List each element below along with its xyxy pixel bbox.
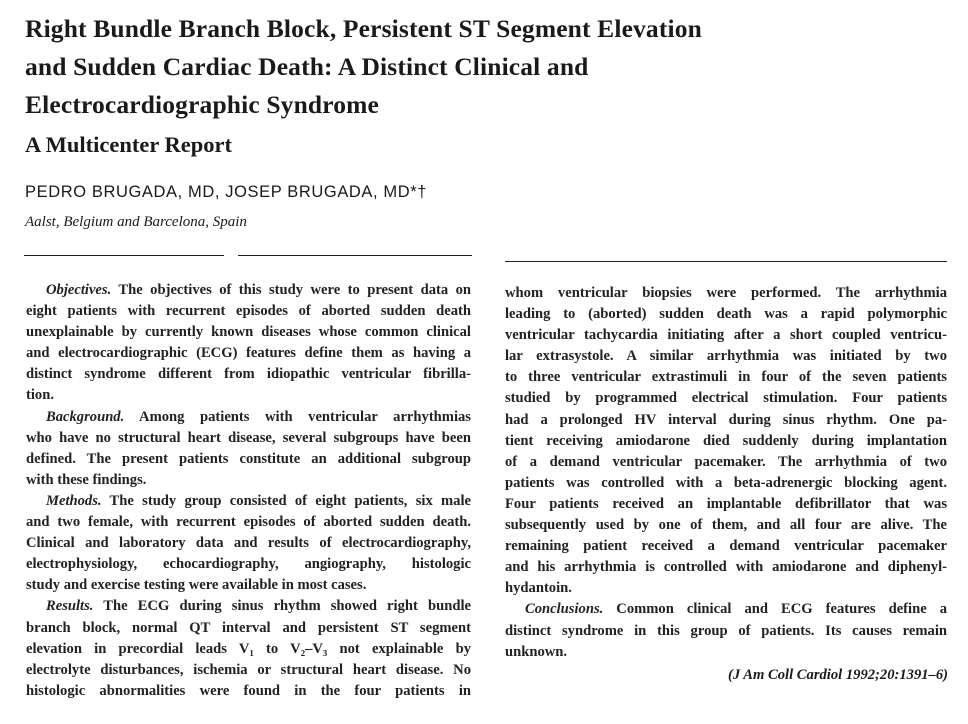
paragraph-line: lar extrasystole. A similar arrhythmia was initiated by two (505, 348, 947, 365)
paragraph-line: and two female, with recurrent episodes of aborted sudden death. (26, 514, 471, 531)
paragraph-line: tion. (26, 387, 54, 404)
paragraph-line: of a demand ventricular pacemaker. The arrhythmia of two (505, 453, 947, 470)
author-list: PEDRO BRUGADA, MD, JOSEP BRUGADA, MD*† (25, 183, 428, 201)
background-heading: Background. (46, 408, 125, 425)
paragraph-line: leading to (aborted) sudden death was a rapid polymorphic (505, 306, 947, 323)
paragraph-line: electrolyte disturbances, ischemia or structural heart disease. No (26, 661, 471, 678)
methods-heading: Methods. (46, 492, 102, 509)
divider-left-b (238, 255, 472, 256)
results-heading: Results. (46, 598, 94, 615)
results-continued-paragraph (505, 283, 947, 599)
paragraph-line: defined. The present patients constitute an additional subgroup (26, 450, 471, 467)
paragraph-line: distinct syndrome in this group of patients. Its causes remain (505, 622, 947, 639)
paragraph-line: to three ventricular extrastimuli in four of the seven patients (505, 369, 947, 386)
paragraph-line: studied by programmed electrical stimulation. Four patients (505, 390, 947, 407)
paragraph-line: electrophysiology, echocardiography, angiography, histologic (26, 556, 471, 573)
paragraph-line: ventricular tachycardia initiating after a short coupled ventricu- (505, 327, 947, 344)
paragraph-line: and electrocardiographic (ECG) features define them as having a (26, 345, 471, 362)
title-line: Right Bundle Branch Block, Persistent ST Segment Elevation (25, 14, 702, 43)
paragraph-line: branch block, normal QT interval and persistent ST segment (26, 619, 471, 636)
paragraph-line: unexplainable by currently known diseases whose common clinical (26, 324, 471, 341)
paragraph-line: Four patients received an implantable defibrillator that was (505, 495, 947, 512)
paragraph-line: remaining patient received a demand ventricular pacemaker (505, 538, 947, 555)
divider-right (505, 261, 947, 262)
paragraph-line: Among patients with ventricular arrhythmias (124, 408, 471, 425)
paragraph-line: histologic abnormalities were found in the four patients in (26, 682, 471, 699)
paragraph-line: study and exercise testing were available in most cases. (26, 577, 367, 594)
results-paragraph (26, 596, 471, 701)
paragraph-line: hydantoin. (505, 580, 572, 597)
affiliation: Aalst, Belgium and Barcelona, Spain (25, 214, 247, 230)
abstract-right-column (505, 283, 947, 663)
paragraph-line: patients was controlled with a beta-adrenergic blocking agent. (505, 474, 947, 491)
divider-left-a (24, 255, 224, 256)
methods-paragraph (26, 491, 471, 596)
title-line: and Sudden Cardiac Death: A Distinct Clinical and (25, 52, 589, 81)
paragraph-line: unknown. (505, 643, 568, 660)
paragraph-line: whom ventricular biopsies were performed. The arrhythmia (505, 285, 947, 301)
title-line: Electrocardiographic Syndrome (25, 90, 380, 119)
article-title (25, 10, 925, 124)
paragraph-line: had a prolonged HV interval during sinus rhythm. One pa- (505, 411, 947, 428)
paragraph-line: with these findings. (26, 471, 147, 488)
paragraph-line: and his arrhythmia is controlled with amiodarone and diphenyl- (505, 559, 947, 576)
journal-citation: (J Am Coll Cardiol 1992;20:1391–6) (728, 667, 948, 683)
paragraph-line: distinct syndrome different from idiopathic ventricular fibrilla- (26, 366, 471, 383)
paragraph-line: Common clinical and ECG features define a (603, 601, 947, 618)
objectives-paragraph (26, 280, 471, 407)
objectives-heading: Objectives. (46, 282, 112, 298)
abstract-left-column (26, 280, 471, 702)
paragraph-line: elevation in precordial leads V₁ to V₂–V₃ not explainable by (26, 640, 471, 657)
background-paragraph (26, 407, 471, 491)
paragraph-line: Clinical and laboratory data and results of electrocardiography, (26, 535, 471, 552)
paragraph-line: The ECG during sinus rhythm showed right bundle (93, 598, 471, 615)
paragraph-line: The study group consisted of eight patients, six male (101, 492, 471, 509)
article-subtitle: A Multicenter Report (25, 132, 233, 157)
paragraph-line: subsequently used by one of them, and all four are alive. The (505, 517, 947, 534)
conclusions-paragraph (505, 599, 947, 662)
paragraph-line: The objectives of this study were to present data on (111, 282, 471, 298)
paragraph-line: who have no structural heart disease, several subgroups have been (26, 429, 471, 446)
paragraph-line: tient receiving amiodarone died suddenly during implantation (505, 432, 947, 449)
paragraph-line: eight patients with recurrent episodes of aborted sudden death (26, 303, 471, 320)
conclusions-heading: Conclusions. (525, 601, 604, 618)
